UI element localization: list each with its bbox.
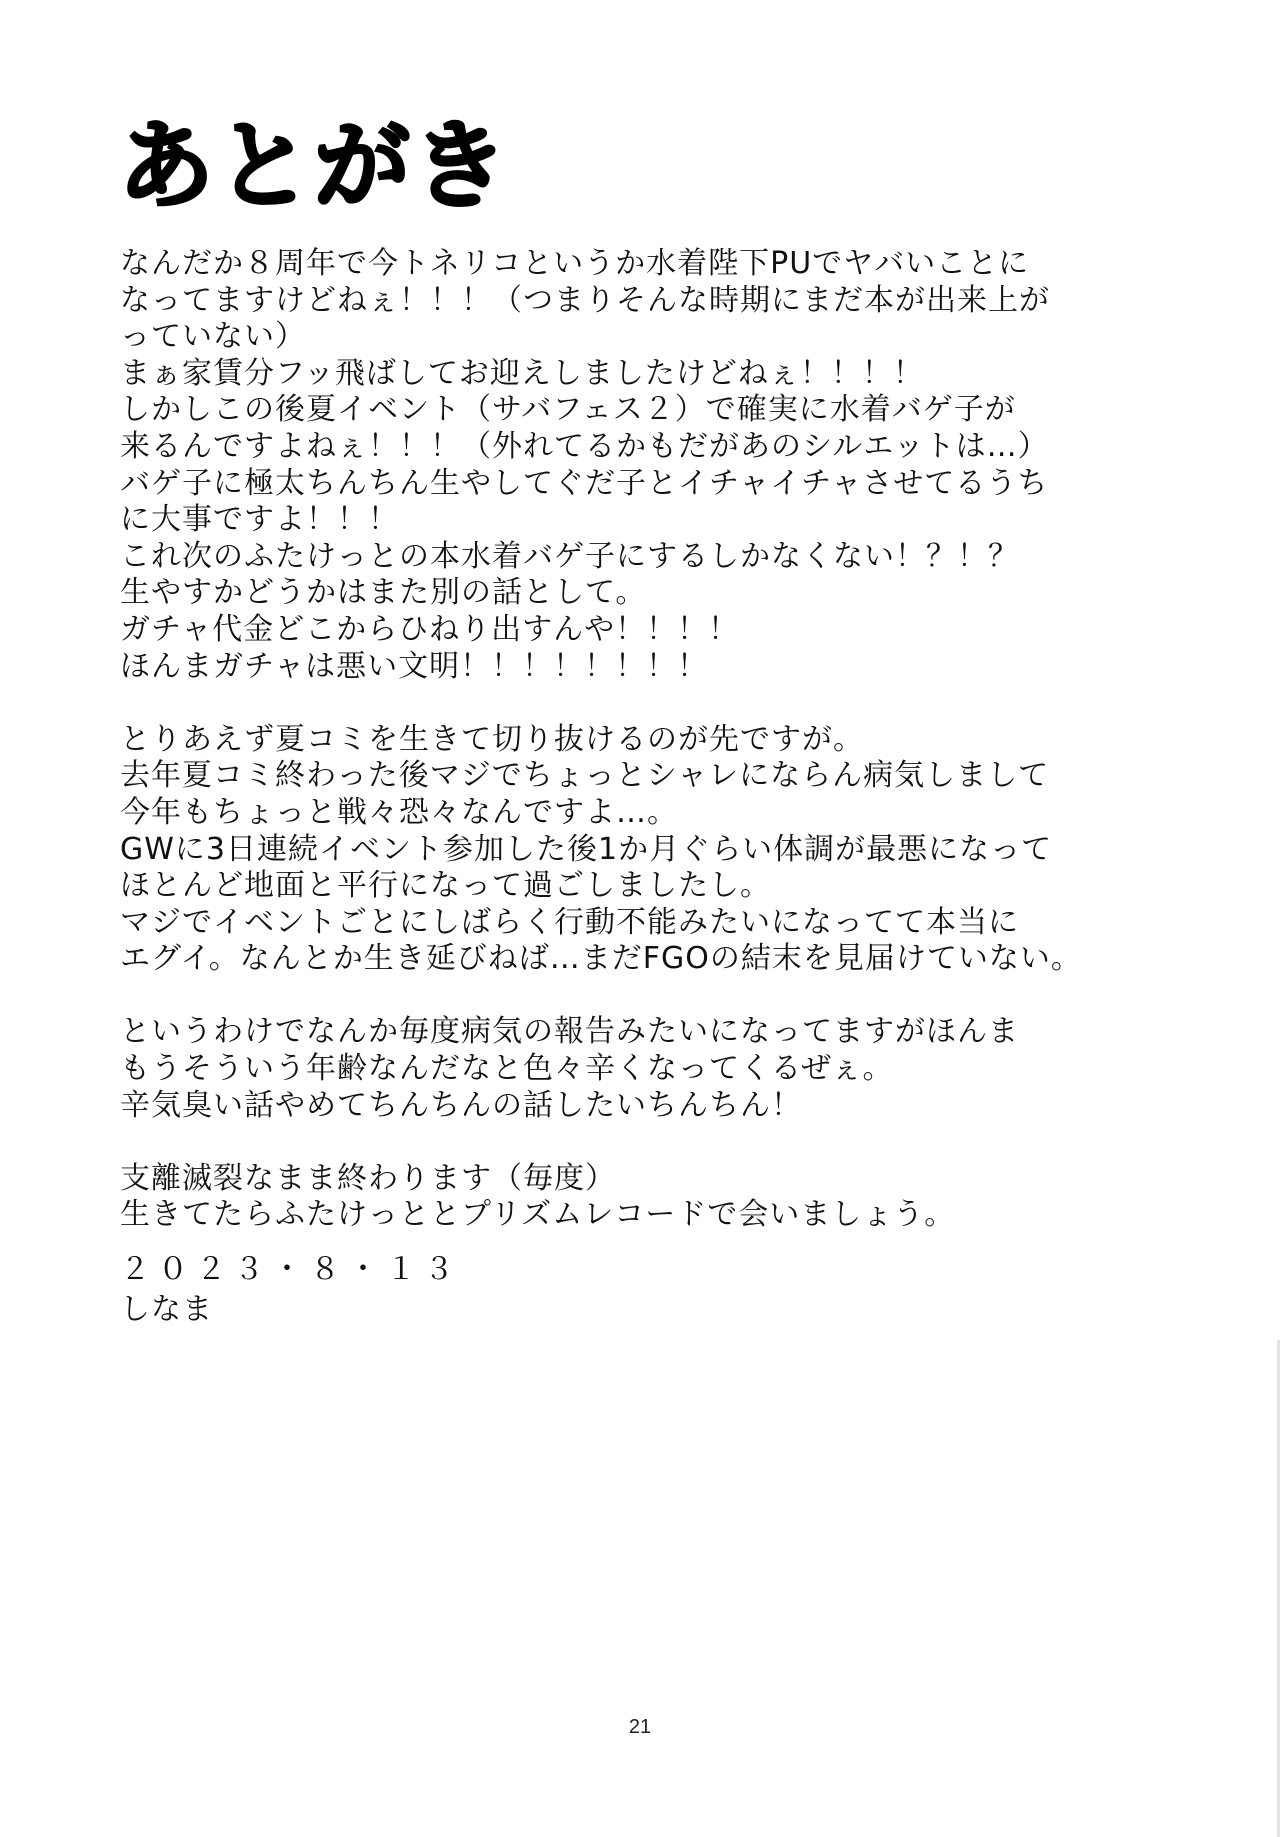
paragraph-gap <box>120 685 1180 722</box>
paragraph <box>120 722 1180 978</box>
text-line: エグイ。なんとか生き延びねば…まだFGOの結末を見届けていない。 <box>120 941 1082 977</box>
text-line: GWに3日連続イベント参加した後1か月ぐらい体調が最悪になって <box>120 831 1053 867</box>
text-line: 辛気臭い話やめてちんちんの話したいちんちん！ <box>120 1087 802 1123</box>
page-title: あとがき <box>118 110 510 222</box>
paragraph-gap <box>120 1124 1180 1161</box>
text-line: ほとんど地面と平行になって過ごしましたし。 <box>120 868 771 904</box>
signature-block <box>120 1250 462 1330</box>
text-line: もうそういう年齢なんだなと色々辛くなってくるぜぇ。 <box>120 1051 894 1087</box>
paragraph <box>120 246 1180 685</box>
text-line: 去年夏コミ終わった後マジでちょっとシャレにならん病気しまして <box>120 758 1050 794</box>
text-line: マジでイベントごとにしばらく行動不能みたいになってて本当に <box>120 904 1019 940</box>
text-line: っていない） <box>120 319 306 355</box>
text-line: まぁ家賃分フッ飛ばしてお迎えしましたけどねぇ！！！！ <box>120 355 924 391</box>
date: ２０２３・８・１３ <box>120 1252 462 1287</box>
paragraph <box>120 1161 1180 1234</box>
text-line: しかしこの後夏イベント（サバフェス２）で確実に水着バゲ子が <box>120 392 1016 428</box>
paragraph-gap <box>120 978 1180 1015</box>
text-line: バゲ子に極太ちんちん生やしてぐだ子とイチャイチャさせてるうち <box>120 465 1049 501</box>
text-line: 生きてたらふたけっととプリズムレコードで会いましょう。 <box>120 1197 956 1233</box>
text-line: ほんまガチャは悪い文明！！！！！！！！ <box>120 648 709 684</box>
text-line: なんだか８周年で今トネリコというか水着陛下PUでヤバいことに <box>120 246 1030 281</box>
text-line: なってますけどねぇ！！！（つまりそんな時期にまだ本が出来上が <box>120 282 1050 318</box>
text-line: 生やすかどうかはまた別の話として。 <box>120 575 647 611</box>
text-line: 支離滅裂なまま終わります（毎度） <box>120 1160 616 1196</box>
text-line: に大事ですよ！！！ <box>120 502 399 538</box>
text-line: ガチャ代金どこからひねり出すんや！！！！ <box>120 611 740 647</box>
text-line: とりあえず夏コミを生きて切り抜けるのが先ですが。 <box>120 721 864 757</box>
author-name: しなま <box>120 1292 213 1327</box>
paragraph <box>120 1014 1180 1124</box>
text-line: 今年もちょっと戦々恐々なんですよ…。 <box>120 794 678 830</box>
page-number: 21 <box>628 1716 652 1738</box>
afterword-body <box>120 246 1180 1234</box>
text-line: 来るんですよねぇ！！！（外れてるかもだがあのシルエットは…） <box>120 428 1049 464</box>
text-line: というわけでなんか毎度病気の報告みたいになってますがほんま <box>120 1014 1019 1050</box>
text-line: これ次のふたけっとの本水着バゲ子にするしかなくない！？！？ <box>120 538 1019 574</box>
